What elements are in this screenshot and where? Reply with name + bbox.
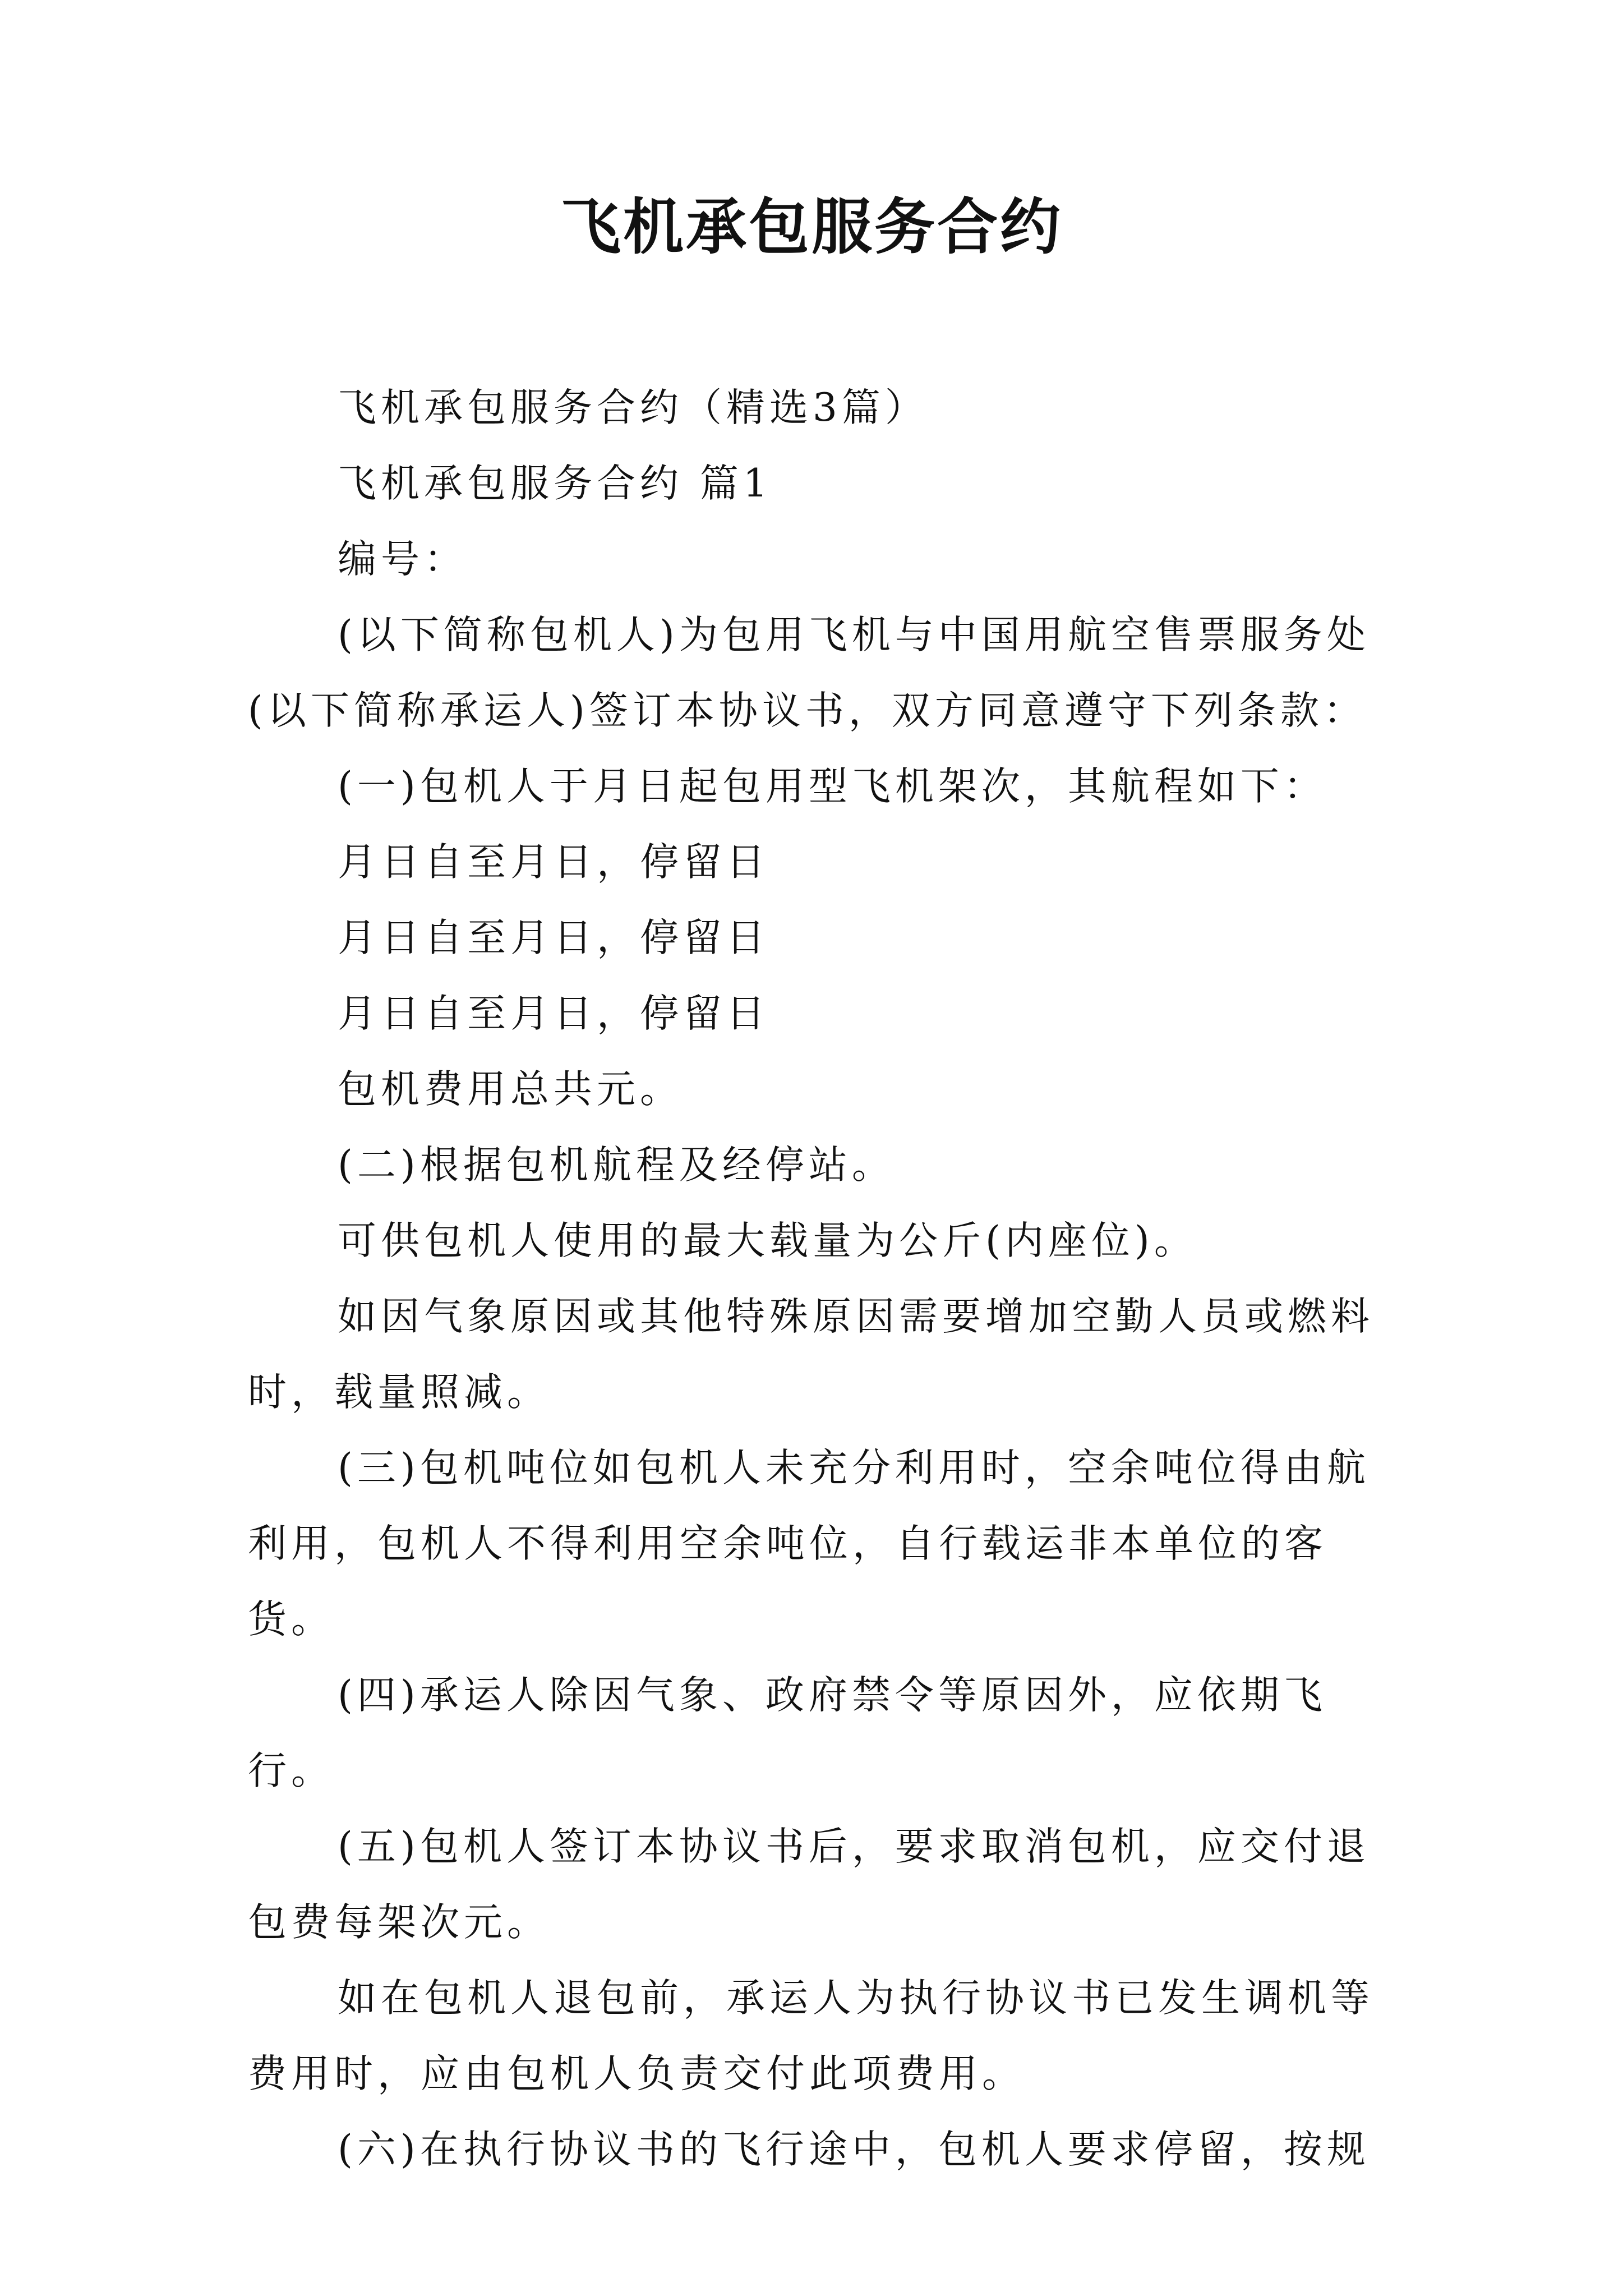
paragraph: (四)承运人除因气象、政府禁令等原因外，应依期飞行。 bbox=[248, 1673, 1327, 1793]
paragraph: (二)根据包机航程及经停站。 bbox=[338, 1143, 895, 1188]
paragraph-number: 编号： bbox=[338, 537, 467, 582]
paragraph: (以下简称包机人)为包用飞机与中国用航空售票服务处(以下简称承运人)签订本协议书，双方同意遵守下列条款： bbox=[248, 613, 1370, 733]
document-body bbox=[248, 370, 1381, 2188]
paragraph: (一)包机人于月日起包用型飞机架次，其航程如下： bbox=[338, 764, 1327, 809]
paragraph: 如因气象原因或其他特殊原因需要增加空勤人员或燃料时，载量照减。 bbox=[248, 1294, 1374, 1415]
paragraph: 包机费用总共元。 bbox=[338, 1067, 683, 1112]
paragraph-section-heading: 飞机承包服务合约 篇1 bbox=[338, 461, 772, 506]
paragraph: 月日自至月日，停留日 bbox=[338, 915, 769, 960]
paragraph: (三)包机吨位如包机人未充分利用时，空余吨位得由航利用，包机人不得利用空余吨位，自行载运非本单位的客货。 bbox=[248, 1446, 1370, 1642]
paragraph: (六)在执行协议书的飞行途中，包机人要求停留，按规 bbox=[338, 2127, 1370, 2172]
paragraph: (五)包机人签订本协议书后，要求取消包机，应交付退包费每架次元。 bbox=[248, 1824, 1370, 1945]
paragraph: 月日自至月日，停留日 bbox=[338, 840, 769, 885]
paragraph: 月日自至月日，停留日 bbox=[338, 991, 769, 1036]
paragraph-subtitle: 飞机承包服务合约（精选3篇） bbox=[338, 385, 928, 430]
paragraph: 可供包机人使用的最大载量为公斤(内座位)。 bbox=[338, 1218, 1197, 1263]
paragraph: 如在包机人退包前，承运人为执行协议书已发生调机等费用时，应由包机人负责交付此项费用。 bbox=[248, 1976, 1374, 2096]
document-title: 飞机承包服务合约 bbox=[560, 192, 1063, 263]
